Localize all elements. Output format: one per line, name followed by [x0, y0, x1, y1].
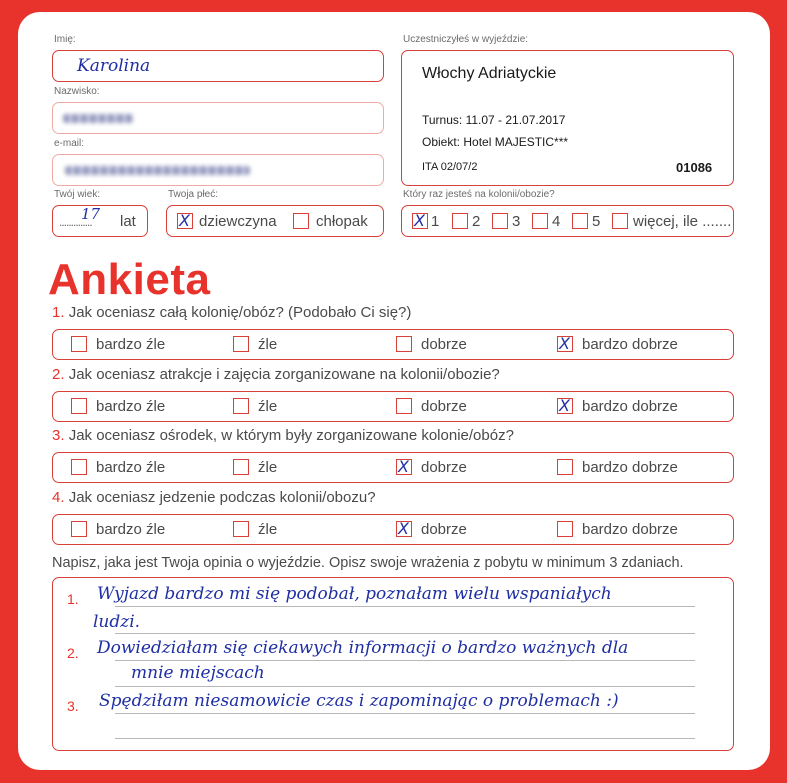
opinion-line-3: Spędziłam niesamowicie czas i zapominając o problemach :) — [99, 691, 619, 711]
visits-checkbox-4[interactable] — [532, 213, 548, 229]
gender-checkbox-girl[interactable]: X — [177, 213, 193, 229]
age-value: 17 — [81, 205, 101, 223]
visits-option-5: 5 — [592, 213, 601, 230]
answer-option-label: bardzo dobrze — [582, 336, 678, 353]
visits-checkbox-5[interactable] — [572, 213, 588, 229]
gender-field — [166, 205, 384, 237]
gender-option-boy: chłopak — [316, 213, 368, 230]
answer-option-label: bardzo źle — [96, 459, 166, 476]
question-3-answers — [52, 452, 734, 483]
question-1-text — [52, 304, 411, 321]
question-number: 4. — [52, 489, 65, 506]
answer-option-label: bardzo źle — [96, 336, 166, 353]
rule-line — [115, 738, 695, 739]
answer-option-label: bardzo źle — [96, 521, 166, 538]
answer-option-label: bardzo dobrze — [582, 459, 678, 476]
rule-line — [115, 660, 695, 661]
answer-checkbox[interactable] — [396, 521, 412, 537]
gender-option-girl: dziewczyna — [199, 213, 277, 230]
answer-option-label: źle — [258, 398, 278, 415]
name-label: Imię: — [54, 34, 76, 45]
answer-checkbox[interactable] — [233, 459, 249, 475]
trip-number: 01086 — [676, 160, 713, 175]
answer-option-label: dobrze — [421, 521, 467, 538]
answer-checkbox[interactable] — [233, 336, 249, 352]
check-mark-icon: X — [398, 519, 409, 538]
age-label: Twój wiek: — [54, 189, 101, 200]
answer-checkbox[interactable] — [557, 521, 573, 537]
visits-field — [401, 205, 734, 237]
answer-checkbox[interactable] — [71, 336, 87, 352]
answer-option-label: dobrze — [421, 398, 467, 415]
visits-label: Który raz jesteś na kolonii/obozie? — [403, 189, 555, 200]
opinion-line-1: Wyjazd bardzo mi się podobał, poznałam wielu wspaniałych — [97, 584, 612, 604]
age-dots: .............. — [59, 215, 92, 229]
rule-line — [115, 713, 695, 714]
visits-checkbox-3[interactable] — [492, 213, 508, 229]
surname-label: Nazwisko: — [54, 86, 100, 97]
email-label: e-mail: — [54, 138, 85, 149]
answer-option-label: dobrze — [421, 336, 467, 353]
trip-code: ITA 02/07/2 — [422, 161, 478, 173]
visits-checkbox-1[interactable]: X — [412, 213, 428, 229]
question-number: 3. — [52, 427, 65, 444]
question-2-answers — [52, 391, 734, 422]
visits-checkbox-2[interactable] — [452, 213, 468, 229]
answer-option-label: źle — [258, 336, 278, 353]
survey-sheet — [18, 12, 770, 770]
question-2-text — [52, 366, 500, 383]
answer-checkbox[interactable] — [396, 398, 412, 414]
trip-turnus: Turnus: 11.07 - 21.07.2017 — [422, 113, 566, 127]
age-unit: lat — [120, 213, 136, 230]
answer-checkbox[interactable] — [557, 398, 573, 414]
answer-checkbox[interactable] — [396, 336, 412, 352]
answer-option-label: źle — [258, 459, 278, 476]
check-mark-icon: X — [398, 457, 409, 476]
visits-option-4: 4 — [552, 213, 561, 230]
name-field[interactable] — [52, 50, 384, 82]
answer-checkbox[interactable] — [71, 398, 87, 414]
answer-option-label: bardzo źle — [96, 398, 166, 415]
visits-option-3: 3 — [512, 213, 521, 230]
opinion-line-1-cont: ludzi. — [93, 612, 141, 632]
question-number: 2. — [52, 366, 65, 383]
opinion-line-number: 3. — [67, 698, 79, 714]
answer-checkbox[interactable] — [71, 521, 87, 537]
trip-info-box — [401, 50, 734, 186]
surname-field[interactable] — [52, 102, 384, 134]
opinion-line-2-cont: mnie miejscach — [131, 663, 265, 683]
answer-checkbox[interactable] — [233, 521, 249, 537]
question-text: Jak oceniasz atrakcje i zajęcia zorganizowane na kolonii/obozie? — [68, 366, 500, 383]
question-text: Jak oceniasz jedzenie podczas kolonii/obozu? — [68, 489, 376, 506]
age-field[interactable] — [52, 205, 148, 237]
trip-destination: Włochy Adriatyckie — [422, 65, 557, 82]
opinion-line-number: 2. — [67, 645, 79, 661]
question-number: 1. — [52, 304, 65, 321]
visits-option-1: 1 — [431, 213, 440, 230]
name-value: Karolina — [77, 56, 151, 76]
surname-redacted — [63, 114, 133, 123]
check-mark-icon: X — [559, 396, 570, 415]
question-text: Jak oceniasz ośrodek, w którym były zorganizowane kolonie/obóz? — [68, 427, 514, 444]
opinion-box[interactable] — [52, 577, 734, 751]
rule-line — [115, 633, 695, 634]
opinion-line-number: 1. — [67, 591, 79, 607]
visits-option-more: więcej, ile ....... — [633, 213, 732, 230]
answer-option-label: bardzo dobrze — [582, 521, 678, 538]
gender-checkbox-boy[interactable] — [293, 213, 309, 229]
email-redacted — [65, 166, 250, 175]
question-3-text — [52, 427, 514, 444]
answer-checkbox[interactable] — [557, 459, 573, 475]
rule-line — [115, 686, 695, 687]
answer-checkbox[interactable] — [71, 459, 87, 475]
survey-title: Ankieta — [48, 255, 211, 304]
rule-line — [115, 606, 695, 607]
question-text: Jak oceniasz całą kolonię/obóz? (Podobało Ci się?) — [68, 304, 412, 321]
question-1-answers — [52, 329, 734, 360]
opinion-line-2: Dowiedziałam się ciekawych informacji o bardzo ważnych dla — [97, 638, 629, 658]
visits-option-2: 2 — [472, 213, 481, 230]
answer-checkbox[interactable] — [233, 398, 249, 414]
visits-checkbox-more[interactable] — [612, 213, 628, 229]
answer-checkbox[interactable] — [396, 459, 412, 475]
email-field[interactable] — [52, 154, 384, 186]
question-4-answers — [52, 514, 734, 545]
answer-option-label: dobrze — [421, 459, 467, 476]
participation-label: Uczestniczyłeś w wyjeździe: — [403, 34, 529, 45]
check-mark-icon: X — [559, 334, 570, 353]
question-4-text — [52, 489, 376, 506]
gender-label: Twoja płeć: — [168, 189, 219, 200]
answer-option-label: źle — [258, 521, 278, 538]
opinion-prompt: Napisz, jaka jest Twoja opinia o wyjeździe. Opisz swoje wrażenia z pobytu w minimum 3 zdaniach. — [52, 555, 684, 571]
answer-checkbox[interactable] — [557, 336, 573, 352]
trip-object: Obiekt: Hotel MAJESTIC*** — [422, 135, 569, 149]
answer-option-label: bardzo dobrze — [582, 398, 678, 415]
